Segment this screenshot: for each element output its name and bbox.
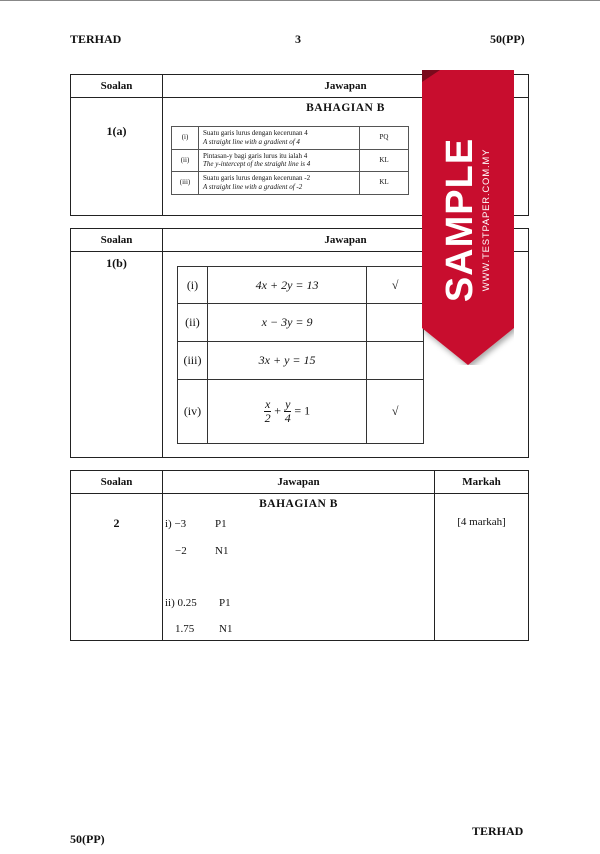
tick-mark bbox=[367, 342, 424, 380]
operator: + bbox=[274, 403, 282, 418]
row-text-en: A straight line with a gradient of 4 bbox=[203, 137, 300, 146]
col-head-soalan: Soalan bbox=[71, 75, 163, 98]
col-head-jawapan: Jawapan bbox=[163, 75, 529, 98]
answer-value: ii) 0.25 bbox=[165, 597, 197, 609]
marks-total: [4 markah] bbox=[435, 494, 529, 641]
equation-rhs: = 1 bbox=[294, 403, 311, 418]
row-number: (iii) bbox=[172, 172, 199, 195]
tick-mark: √ bbox=[367, 380, 424, 444]
mark-code: N1 bbox=[219, 623, 233, 635]
answer-value: 1.75 bbox=[175, 623, 195, 635]
row-number: (i) bbox=[172, 127, 199, 150]
answer-line bbox=[165, 518, 186, 530]
row-number: (iii) bbox=[178, 342, 208, 380]
row-text-ms: Suatu garis lurus dengan kecerunan 4 bbox=[203, 129, 308, 137]
answer-table-2 bbox=[70, 470, 529, 641]
col-head-markah: Markah bbox=[435, 471, 529, 494]
ribbon-url-text: WWW.TESTPAPER.COM.MY bbox=[481, 148, 492, 292]
equation: 3x + y = 15 bbox=[207, 342, 366, 380]
answer-value: −2 bbox=[175, 545, 187, 557]
table-row bbox=[178, 267, 424, 304]
equation: 4x + 2y = 13 bbox=[207, 267, 366, 304]
row-text-ms: Pintasan-y bagi garis lurus itu ialah 4 bbox=[203, 151, 308, 160]
row-number: (ii) bbox=[172, 149, 199, 172]
row-text-ms: Suatu garis lurus dengan kecerunan -2 bbox=[203, 174, 311, 182]
sample-ribbon-watermark bbox=[422, 70, 514, 365]
table-row bbox=[172, 149, 409, 172]
table-row bbox=[178, 380, 424, 444]
row-number: (i) bbox=[178, 267, 208, 304]
mark-code: P1 bbox=[215, 518, 227, 530]
col-head-jawapan: Jawapan bbox=[163, 229, 529, 252]
row-number: (ii) bbox=[178, 304, 208, 342]
table-row bbox=[172, 127, 409, 150]
table-row bbox=[178, 342, 424, 380]
row-answer: PQ bbox=[360, 127, 409, 150]
question-number: 2 bbox=[71, 494, 163, 641]
mark-code: N1 bbox=[215, 545, 229, 557]
tick-mark: √ bbox=[367, 267, 424, 304]
row-text-en: A straight line with a gradient of -2 bbox=[203, 182, 303, 191]
equation: x − 3y = 9 bbox=[207, 304, 366, 342]
fraction-numerator: x bbox=[264, 397, 271, 411]
fraction-denominator: 4 bbox=[284, 411, 291, 425]
header-left: TERHAD bbox=[70, 32, 122, 46]
row-answer: KL bbox=[360, 172, 409, 195]
matching-table bbox=[171, 126, 409, 195]
tick-mark bbox=[367, 304, 424, 342]
equation-table bbox=[177, 266, 424, 444]
fraction-denominator: 2 bbox=[264, 411, 271, 425]
table-row bbox=[172, 172, 409, 195]
footer-left: 50(PP) bbox=[70, 832, 105, 846]
col-head-jawapan: Jawapan bbox=[163, 471, 435, 494]
mark-code: P1 bbox=[219, 597, 231, 609]
header-right: 50(PP) bbox=[490, 32, 525, 46]
question-number: 1(b) bbox=[71, 252, 163, 458]
section-title: BAHAGIAN B bbox=[306, 102, 385, 114]
footer-right: TERHAD bbox=[472, 824, 524, 838]
ribbon-big-text: SAMPLE bbox=[439, 137, 481, 303]
answer-value: i) −3 bbox=[165, 518, 187, 530]
page-number: 3 bbox=[295, 32, 301, 46]
section-title: BAHAGIAN B bbox=[259, 498, 338, 510]
row-number: (iv) bbox=[178, 380, 208, 444]
fraction-numerator: y bbox=[285, 397, 291, 411]
table-row bbox=[178, 304, 424, 342]
question-number: 1(a) bbox=[71, 98, 163, 216]
equation bbox=[207, 380, 366, 444]
col-head-soalan: Soalan bbox=[71, 229, 163, 252]
row-text-en: The y-intercept of the straight line is 4 bbox=[203, 160, 311, 169]
row-answer: KL bbox=[360, 149, 409, 172]
col-head-soalan: Soalan bbox=[71, 471, 163, 494]
page-top-rule bbox=[0, 0, 600, 1]
